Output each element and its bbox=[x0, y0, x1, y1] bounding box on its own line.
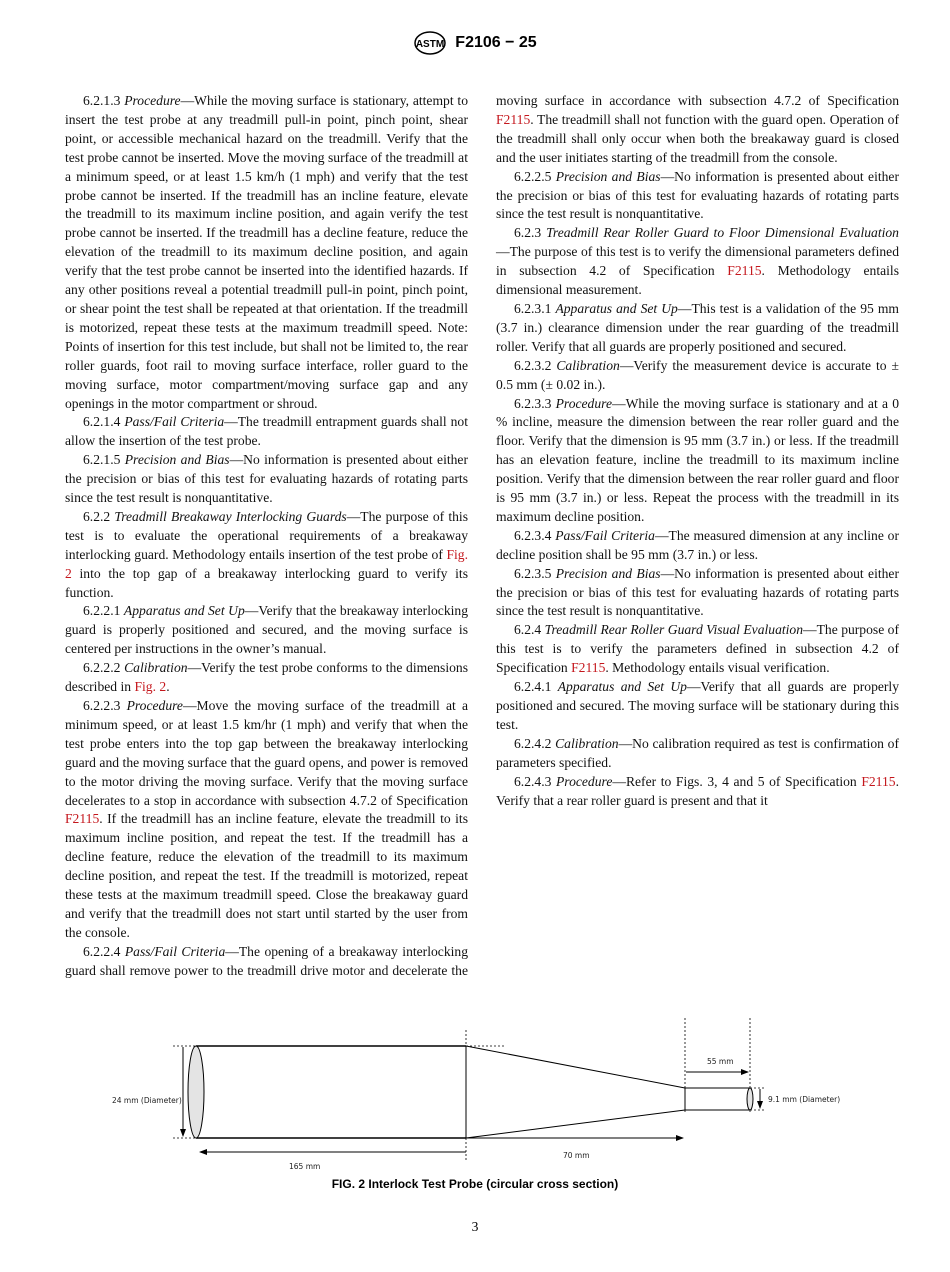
section-number: 6.2.1.3 bbox=[83, 93, 121, 108]
paragraph-text: —The measured dimension at any incline or decline position shall be 95 mm (3.7 in.) or less. bbox=[496, 527, 899, 562]
section-number: 6.2.3.5 bbox=[514, 565, 552, 581]
probe-taper-bottom bbox=[466, 1110, 685, 1138]
section-title: Pass/Fail Criteria bbox=[124, 943, 226, 959]
paragraph-text: . If the treadmill has an incline feature, elevate the treadmill to its maximum incline position, and repeat the test. If the treadmill has a decline feature, reduce the elevation of the treadmill to its maximum decline position, and repeat the test. If the treadmill is motorized, repeat these tests at the maximum treadmill speed. Close the breakaway guard and verify that the treadmill does not start until started by the user from the console. bbox=[65, 811, 468, 940]
paragraph-text: —The purpose of this test is to evaluate the operational requirements of a breakaway interlocking guard. Methodology entails insertion of the test probe of bbox=[65, 508, 468, 562]
label-diameter-large: 24 mm (Diameter) bbox=[112, 1096, 182, 1105]
section-number: 6.2.2.3 bbox=[83, 698, 121, 713]
paragraph-text: —No information is presented about either the precision or bias of this test for evaluating hazards of rotating parts since the test result is nonquantitative. bbox=[496, 565, 899, 619]
section-title: Procedure bbox=[555, 773, 613, 789]
label-length-55: 55 mm bbox=[707, 1057, 734, 1066]
paragraph-text: —Verify the measurement device is accurate to ± 0.5 mm (± 0.02 in.). bbox=[496, 357, 899, 392]
section-number: 6.2.2.2 bbox=[83, 660, 121, 676]
paragraph-text: —The purpose of this test is to verify the parameters defined in subsection 4.2 of Specification bbox=[496, 622, 899, 676]
section-number: 6.2.3.4 bbox=[514, 527, 552, 543]
section-title: Treadmill Rear Roller Guard Visual Evaluation bbox=[544, 622, 804, 638]
paragraph-text: —Verify that the breakaway interlocking guard is properly positioned and secured, and the moving surface is centered per instructions in the owner’s manual. bbox=[65, 603, 468, 657]
section-number: 6.2.4.1 bbox=[514, 679, 552, 695]
section-number: 6.2.1.4 bbox=[83, 414, 121, 430]
section-title: Apparatus and Set Up bbox=[557, 679, 687, 695]
section-number: 6.2.4.2 bbox=[514, 735, 552, 751]
figure-link[interactable]: Fig. 2 bbox=[134, 679, 167, 695]
page-number: 3 bbox=[471, 1219, 479, 1234]
section-title: Pass/Fail Criteria bbox=[555, 527, 655, 543]
section-title: Precision and Bias bbox=[555, 168, 661, 184]
paragraph-text: . bbox=[166, 679, 170, 695]
standard-designation: F2106 − 25 bbox=[455, 34, 537, 51]
section-number: 6.2.2.5 bbox=[514, 168, 552, 184]
paragraph-text: —Move the moving surface of the treadmill at a minimum speed, or at least 1.5 km/hr (1 mph) and verify that when the test probe enters into the top gap between the breakaway interlocking guard and the moving surface that the guard opens, and power is removed to the motor driving the moving surface. Verify that the moving surface decelerates to a stop in accordance with subsection 4.7.2 of Specification bbox=[65, 698, 468, 808]
specification-link[interactable]: F2115 bbox=[571, 660, 606, 676]
paragraph-text: —No calibration required as test is confirmation of parameters specified. bbox=[496, 735, 899, 770]
paragraph-text: —No information is presented about either the precision or bias of this test for evaluating hazards of rotating parts since the test result is nonquantitative. bbox=[496, 168, 899, 222]
paragraph-text: —The opening of a breakaway interlocking guard shall remove power to the treadmill drive motor and decelerate the moving surface in accordance with subsection 4.7.2 of Specification bbox=[65, 93, 899, 978]
section-title: Precision and Bias bbox=[555, 565, 661, 581]
specification-link[interactable]: F2115 bbox=[65, 811, 100, 827]
figure-link[interactable]: Fig. 2 bbox=[65, 546, 468, 581]
section-number: 6.2.3 bbox=[514, 225, 542, 241]
section-number: 6.2.3.2 bbox=[514, 357, 552, 373]
label-length-70: 70 mm bbox=[563, 1151, 590, 1160]
section-number: 6.2.2.4 bbox=[83, 943, 121, 959]
section-number: 6.2.3.3 bbox=[514, 395, 552, 411]
section-title: Calibration bbox=[556, 357, 620, 373]
section-title: Precision and Bias bbox=[124, 452, 230, 468]
specification-link[interactable]: F2115 bbox=[496, 111, 531, 127]
label-length-165: 165 mm bbox=[289, 1162, 321, 1171]
probe-taper-top bbox=[466, 1046, 685, 1088]
probe-end-large bbox=[188, 1046, 204, 1138]
section-title: Procedure bbox=[124, 93, 181, 108]
paragraph-text: . Methodology entails visual verification. bbox=[605, 660, 830, 676]
section-title: Apparatus and Set Up bbox=[555, 300, 678, 316]
section-number: 6.2.2.1 bbox=[83, 603, 121, 619]
paragraph-text: —While the moving surface is stationary and at a 0 % incline, measure the dimension between the rear roller guard and the floor. Verify that the dimension is 95 mm (3.7 in.) or less. If the treadmill has an elevation feature, incline the treadmill to its maximum incline position. Verify that the dimension between the rear roller guard and floor is 95 mm (3.7 in.) or less. Repeat the process with the treadmill in its maximum decline position. bbox=[496, 395, 899, 524]
specification-link[interactable]: F2115 bbox=[727, 263, 762, 279]
section-number: 6.2.4.3 bbox=[514, 773, 552, 789]
paragraph-text: —Refer to Figs. 3, 4 and 5 of Specification bbox=[612, 773, 862, 789]
probe-end-small bbox=[747, 1088, 753, 1110]
paragraph-text: . The treadmill shall not function with the guard open. Operation of the treadmill shall only occur when both the breakaway guard is closed and the user initiates starting of the treadmill from the console. bbox=[496, 111, 899, 165]
paragraph-text: —The purpose of this test is to verify the dimensional parameters defined in subsection 4.2 of Specification bbox=[496, 244, 899, 279]
paragraph-text: . Methodology entails dimensional measurement. bbox=[496, 263, 899, 298]
paragraph-text: —The treadmill entrapment guards shall not allow the insertion of the test probe. bbox=[65, 414, 468, 449]
paragraph-text: into the top gap of a breakaway interlocking guard to verify its function. bbox=[65, 565, 468, 600]
paragraph-text: —Verify the test probe conforms to the dimensions described in bbox=[65, 660, 468, 695]
section-title: Calibration bbox=[555, 735, 619, 751]
svg-text:ASTM: ASTM bbox=[416, 39, 445, 50]
figure-caption: FIG. 2 Interlock Test Probe (circular cross section) bbox=[331, 1177, 619, 1191]
section-title: Apparatus and Set Up bbox=[123, 603, 245, 619]
section-title: Treadmill Breakaway Interlocking Guards bbox=[114, 508, 347, 524]
paragraph-text: —Verify that all guards are properly positioned and secured. The moving surface will be stationary during this test. bbox=[496, 679, 899, 732]
section-number: 6.2.4 bbox=[514, 622, 542, 638]
section-number: 6.2.2 bbox=[83, 508, 111, 524]
section-number: 6.2.1.5 bbox=[83, 452, 121, 468]
section-number: 6.2.3.1 bbox=[514, 300, 552, 316]
section-title: Pass/Fail Criteria bbox=[124, 414, 225, 430]
section-title: Calibration bbox=[124, 660, 188, 676]
section-title: Procedure bbox=[126, 698, 183, 713]
paragraph-text: . Verify that a rear roller guard is present and that it bbox=[496, 773, 899, 808]
paragraph-text: —No information is presented about either the precision or bias of this test for evaluating hazards of rotating parts since the test result is nonquantitative. bbox=[65, 452, 468, 506]
label-diameter-small: 9.1 mm (Diameter) bbox=[768, 1095, 841, 1104]
specification-link[interactable]: F2115 bbox=[861, 773, 896, 789]
section-title: Treadmill Rear Roller Guard to Floor Dimensional Evaluation bbox=[546, 225, 899, 241]
paragraph-text: —While the moving surface is stationary, attempt to insert the test probe at any treadmill pull-in point, pinch point, shear point, or accessible mechanical hazard on the treadmill. Verify that the test probe cannot be inserted. Move the moving surface of the treadmill at a minimum speed, or at least 1.5 km/h (1 mph) and verify that the test probe cannot be inserted. If the treadmill has an incline feature, elevate the treadmill to its maximum incline position, and again verify the test probe cannot be inserted. If the treadmill has a decline feature, reduce the elevation of the treadmill to its maximum decline position, and again verify that the test probe cannot be inserted into the identified hazards. If any other positions reveal a potential treadmill pull-in point, pinch point, or shear point the test shall be repeated at that orientation. If the treadmill is motorized, repeat these tests at the maximum treadmill speed. Note: Points of insertion for this test include, but shall not be limited to, the rear roller guards, foot rail to moving surface interface, roller guard to the moving surface, motor compartment/moving surface gap and any openings in the motor compartment or shroud. bbox=[65, 93, 468, 411]
paragraph-text: —This test is a validation of the 95 mm (3.7 in.) clearance dimension under the rear guarding of the treadmill roller. Verify that all guards are properly positioned and secured. bbox=[496, 300, 899, 354]
section-title: Procedure bbox=[555, 395, 612, 411]
